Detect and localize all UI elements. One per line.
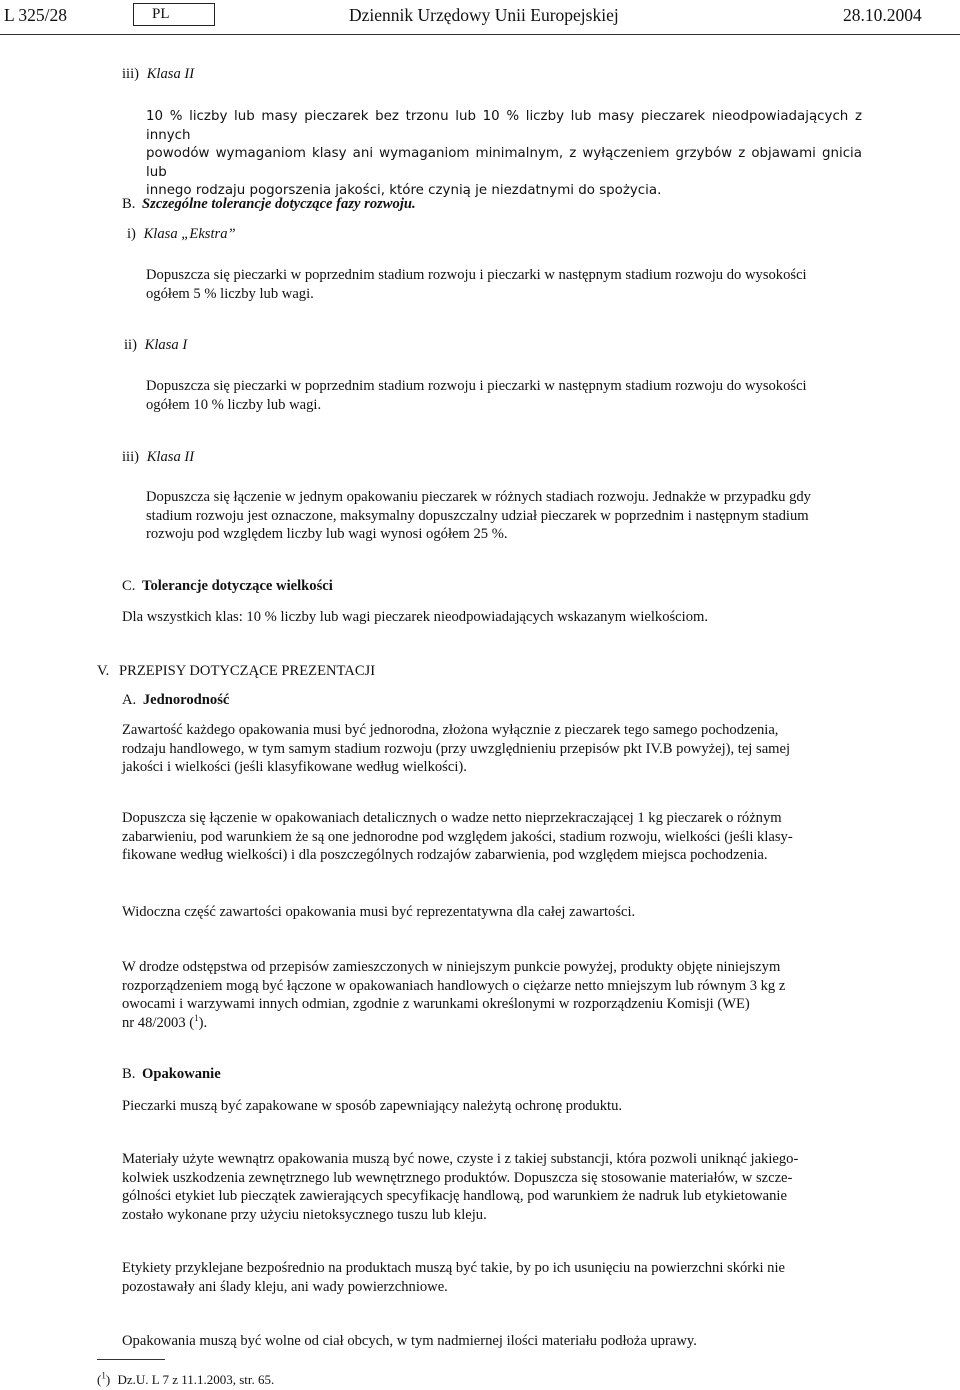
text-line: kolwiek uszkodzenia zewnętrznego lub wewnętrznego produktów. Dopuszcza się stosowanie materiałów, w szcze-	[122, 1169, 793, 1186]
footnote-number: 1	[101, 1370, 106, 1381]
sec-v-a-para-3: Widoczna część zawartości opakowania musi być reprezentatywna dla całej zawartości.	[122, 904, 636, 920]
item-title: Klasa II	[146, 449, 195, 465]
text-line: pozostawały ani ślady kleju, ani wady powierzchniowe.	[122, 1278, 448, 1295]
footnote-mark	[97, 1372, 110, 1387]
text-line: innego rodzaju pogorszenia jakości, które czynią je niezdatnymi do spożycia.	[146, 183, 662, 198]
sec-v-a-para-2	[122, 809, 862, 865]
item-title: Klasa II	[146, 66, 195, 82]
text-fragment: ).	[198, 1014, 208, 1031]
sec-v-b-para-3	[122, 1259, 862, 1296]
text-fragment: nr 48/2003 (	[122, 1014, 195, 1031]
journal-reference: L 325/28	[4, 5, 68, 25]
sec-b-iii-heading	[122, 449, 194, 466]
item-label: i)	[127, 226, 136, 242]
item-title: Klasa „Ekstra”	[143, 226, 236, 242]
language-code: PL	[152, 6, 170, 22]
text-line: owocami i warzywami innych odmian, zgodnie z warunkami określonymi w rozporządzeniu Komisji (WE)	[122, 996, 750, 1012]
item-label: iii)	[122, 66, 140, 82]
text-line: rozporządzeniem mogą być łączone w opakowaniach handlowych o ciężarze netto mniejszym lub równym 3 kg z	[122, 977, 786, 994]
sec-v-heading	[97, 663, 375, 680]
sec-v-a-heading	[122, 692, 229, 709]
sec-a-iii-text	[146, 108, 862, 201]
publication-date: 28.10.2004	[843, 5, 922, 25]
text-line: stadium rozwoju jest oznaczone, maksymalny dopuszczalny udział pieczarek w poprzednim i następnym stadium	[146, 507, 809, 524]
text-line: Dopuszcza się pieczarki w poprzednim stadium rozwoju i pieczarki w następnym stadium rozwoju do wysokości	[146, 267, 807, 283]
section-title: Opakowanie	[142, 1066, 221, 1082]
text-line: W drodze odstępstwa od przepisów zamieszczonych w niniejszym punkcie powyżej, produkty objęte niniejszym	[122, 959, 781, 975]
sec-c-text: Dla wszystkich klas: 10 % liczby lub wagi pieczarek nieodpowiadających wskazanym wielkościom.	[122, 609, 709, 625]
text-line: gólności etykiet lub pieczątek zawierających specyfikację handlową, pod warunkiem że nadruk lub etykietowanie	[122, 1188, 787, 1204]
sec-v-a-para-1	[122, 721, 862, 777]
sec-c-heading	[122, 578, 333, 595]
footnote-text: Dz.U. L 7 z 11.1.2003, str. 65.	[117, 1372, 275, 1387]
language-box	[133, 3, 215, 26]
text-line: Zawartość każdego opakowania musi być jednorodna, złożona wyłącznie z pieczarek tego samego pochodzenia,	[122, 722, 779, 738]
section-letter: B.	[122, 196, 136, 212]
section-title: Szczególne tolerancje dotyczące fazy rozwoju.	[142, 196, 416, 212]
item-label: ii)	[124, 337, 137, 353]
sec-b-i-heading	[127, 226, 236, 243]
text-line: rozwoju pod względem liczby lub wagi wynosi ogółem 25 %.	[146, 526, 508, 542]
section-title: Jednorodność	[142, 692, 230, 708]
sec-b-heading	[122, 196, 416, 213]
text-line: 10 % liczby lub masy pieczarek bez trzonu lub 10 % liczby lub masy pieczarek nieodpowiadających z innych	[146, 109, 862, 143]
sec-b-ii-heading	[124, 337, 187, 354]
section-letter: C.	[122, 578, 136, 594]
item-title: Klasa I	[144, 337, 188, 353]
text-line: Dopuszcza się łączenie w jednym opakowaniu pieczarek w różnych stadiach rozwoju. Jednakże w przypadku gdy	[146, 489, 811, 505]
sec-v-b-para-1: Pieczarki muszą być zapakowane w sposób zapewniający należytą ochronę produktu.	[122, 1098, 623, 1114]
sec-b-ii-text	[146, 377, 862, 414]
journal-title: Dziennik Urzędowy Unii Europejskiej	[349, 5, 619, 25]
text-line: zostało wykonane przy użyciu nietoksycznego tuszu lub kleju.	[122, 1206, 487, 1223]
text-line: Etykiety przyklejane bezpośrednio na produktach muszą być takie, by po ich usunięciu na powierzchni skórki nie	[122, 1260, 785, 1276]
text-line: fikowane według wielkości) i dla poszczególnych rodzajów zabarwienia, pod względem miejsca pochodzenia.	[122, 847, 768, 863]
section-number: V.	[97, 663, 110, 679]
section-title: PRZEPISY DOTYCZĄCE PREZENTACJI	[118, 663, 376, 679]
section-letter: B.	[122, 1066, 136, 1082]
section-title: Tolerancje dotyczące wielkości	[142, 578, 333, 594]
text-line: jakości i wielkości (jeśli klasyfikowane według wielkości).	[122, 759, 467, 775]
item-label: iii)	[122, 449, 140, 465]
sec-v-a-para-4	[122, 958, 862, 1032]
sec-v-b-heading	[122, 1066, 221, 1083]
footnote-paren: )	[105, 1372, 111, 1387]
text-line: rodzaju handlowego, w tym samym stadium rozwoju (przy uwzględnieniu przepisów pkt IV.B powyżej), tej samej	[122, 740, 791, 757]
sec-b-iii-text	[146, 488, 862, 544]
footnote	[97, 1372, 274, 1388]
text-line: Materiały użyte wewnątrz opakowania muszą być nowe, czyste i z takiej substancji, która pozwoli uniknąć jakiego-	[122, 1151, 799, 1167]
section-letter: A.	[122, 692, 137, 708]
sec-v-b-para-4: Opakowania muszą być wolne od ciał obcych, w tym nadmiernej ilości materiału podłoża uprawy.	[122, 1333, 697, 1349]
text-line: ogółem 10 % liczby lub wagi.	[146, 396, 322, 413]
footnote-reference[interactable]: 1	[194, 1012, 199, 1023]
text-line	[122, 1014, 862, 1033]
text-line: Dopuszcza się łączenie w opakowaniach detalicznych o wadze netto nieprzekraczającej 1 kg pieczarek o różnym	[122, 810, 782, 826]
footnote-paren: (	[97, 1372, 102, 1387]
sec-v-b-para-2	[122, 1150, 862, 1224]
text-line: ogółem 5 % liczby lub wagi.	[146, 285, 314, 302]
sec-a-iii-heading	[122, 66, 194, 83]
text-line: Dopuszcza się pieczarki w poprzednim stadium rozwoju i pieczarki w następnym stadium rozwoju do wysokości	[146, 378, 807, 394]
sec-b-i-text	[146, 266, 862, 303]
footnote-rule	[97, 1359, 165, 1360]
text-line: powodów wymaganiom klasy ani wymaganiom minimalnym, z wyłączeniem grzybów z objawami gnicia lub	[146, 146, 862, 180]
header-rule	[0, 34, 960, 35]
text-line: zabarwieniu, pod warunkiem że są one jednorodne pod względem jakości, stadium rozwoju, wielkości (jeśli klasy-	[122, 828, 793, 845]
